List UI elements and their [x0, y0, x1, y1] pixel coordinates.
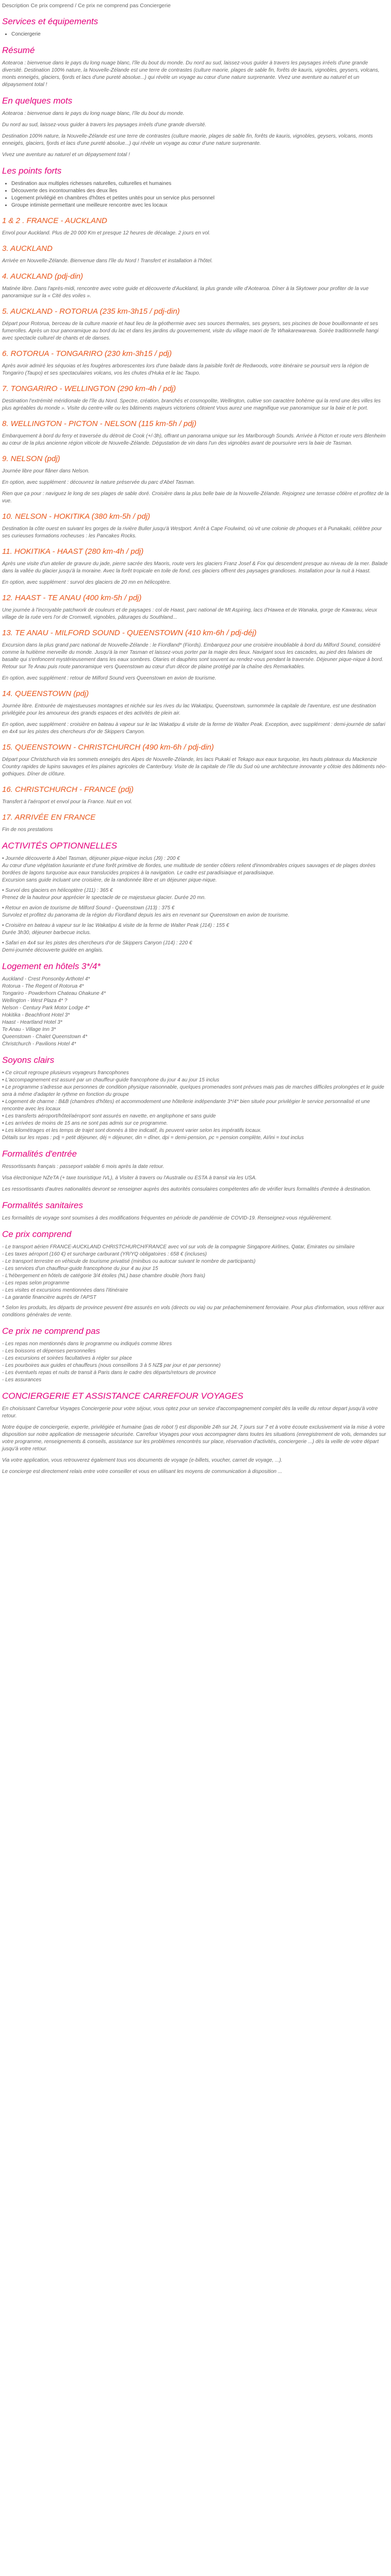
soyons-title: Soyons clairs	[2, 1055, 55, 1065]
day-text: Embarquement à bord du ferry et traversée du détroit de Cook (+/-3h), offrant un panorama unique sur les Marlborough Sounds. Arrivée à Picton et route vers Blenheim au cœur de la plus ancienne région viticole de Nouvelle-Zélande. Dégustation de vin dans l'un des vignobles avant de poursuivre vers la baie de Tasman.	[2, 433, 386, 446]
day-title: 1 & 2 . FRANCE - AUCKLAND	[2, 216, 107, 225]
itinerary	[2, 216, 389, 834]
day-text2: En option, avec supplément : découvrez la nature préservée du parc d'Abel Tasman.	[2, 480, 195, 485]
list-line: - Les assurances	[2, 1377, 42, 1383]
day-title: 14. QUEENSTOWN (pdj)	[2, 689, 89, 698]
sanitaires-p1: Les formalités de voyage sont soumises à des modifications fréquentes en période de pandémie de COVID-19. Renseignez-vous régulièrement.	[2, 1215, 332, 1221]
day-title: 11. HOKITIKA - HAAST (280 km-4h / pdj)	[2, 547, 144, 556]
day-text: Une journée à l'incroyable patchwork de couleurs et de paysages : col de Haast, parc national de Mt Aspiring, lacs d'Hawea et de Wanaka, gorge de Kawarau, vieux village de la ruée vers l'or de Cromwell, vignobles, pâturages du Southland...	[2, 607, 378, 620]
list-line: - Les repas non mentionnés dans le programme ou indiqués comme libres	[2, 1341, 172, 1347]
list-item: • Logement privilégié en chambres d'hôtes et petites unités pour un service plus personnel	[11, 195, 389, 202]
moments-p3: Destination 100% nature, la Nouvelle-Zélande est une terre de contrastes (culture maorie, plages de sable fin, forêts de kauris, vignobles, geysers, volcans, monts enneigés, glaciers, fjords et lacs d'une pureté absolue...) qui révèle un voyage au cœur d'une nature surprenante.	[2, 133, 373, 146]
list-line: Te Anau - Village Inn 3*	[2, 1027, 56, 1032]
day-text: Fin de nos prestations	[2, 827, 53, 833]
list-line: Hokitika - Beachfront Hotel 3*	[2, 1012, 70, 1018]
list-line: • Ce circuit regroupe plusieurs voyageurs francophones	[2, 1070, 129, 1076]
list-line: • Logement de charme : B&B (chambres d'hôtes) et accommodement une hôtellerie indépendante 3*/4* bien située pour privilégier le service personnalisé et une rencontre avec les locaux	[2, 1099, 370, 1112]
day-text3: Rien que ça pour : naviguez le long de ses plages de sable doré. Croisière dans la plus belle baie de la Nouvelle-Zélande. Rejoignez une terrasse côtière et profitez de la vue.	[2, 491, 389, 504]
list-line: Wellington - West Plaza 4* ?	[2, 998, 68, 1004]
list-line: Durée 3h30, déjeuner barbecue inclus.	[2, 930, 91, 936]
list-line: • Croisière en bateau à vapeur sur le lac Wakatipu & visite de la ferme de Walter Peak (J14) : 155 €	[2, 923, 230, 928]
forts-list	[2, 180, 389, 209]
list-line: - Le transport terrestre en véhicule de tourisme privatisé (minibus ou autocar suivant le nombre de participants)	[2, 1259, 256, 1264]
noprix-title: Ce prix ne comprend pas	[2, 1326, 100, 1336]
list-item: • Conciergerie	[11, 31, 389, 38]
services-title: Services et équipements	[2, 16, 99, 26]
list-line: • Les arrivées de moins de 15 ans ne sont pas admis sur ce programme.	[2, 1121, 168, 1126]
list-line: Au cœur d'une végétation luxuriante et d'une forêt primitive de fiordes, une multitude de sentier côtiers relient d'innombrables criques sauvages et de plages dorées bordées de lagons turquoise aux eaux translucides propices à la navigation. Le cadre est paradisiaque et paradisiaque.	[2, 863, 376, 876]
list-line: - Les pourboires aux guides et chauffeurs (nous conseillons 3 à 5 NZ$ par jour et par personne)	[2, 1363, 221, 1368]
formalites-p3: Les ressortissants d'autres nationalités devront se renseigner auprès des autorités consulaires compétentes afin de vérifier leurs formalités d'entrée à destination.	[2, 1187, 371, 1192]
day-text: Après avoir admiré les séquoias et les fougères arborescentes lors d'une balade dans la paisible forêt de Redwoods, votre itinéraire se poursuit vers la région de Tongariro (Taupo) et ses spectaculaires volcans, vos les chutes d'Huka et le lac Taupo.	[2, 363, 369, 376]
day-title: 16. CHRISTCHURCH - FRANCE (pdj)	[2, 785, 134, 794]
list-line: Détails sur les repas : pdj = petit déjeuner, déj = déjeuner, din = dîner, dpi = demi-pension, pc = pension complète, AI/ini = tout inclus	[2, 1135, 304, 1141]
list-item: • Découverte des incontournables des deux îles	[11, 188, 389, 195]
concierge-title: CONCIERGERIE ET ASSISTANCE CARREFOUR VOYAGES	[2, 1391, 243, 1401]
day-text2: En option, avec supplément : croisière en bateau à vapeur sur le lac Wakatipu & visite de la ferme de Walter Peak. Exception, avec supplément : demi-journée de safari en 4x4 sur les pistes des chercheurs d'or de Skippers Canyon.	[2, 722, 385, 735]
list-line: Demi-journée découverte guidée en anglais.	[2, 947, 104, 953]
day-text: Journée libre. Entourée de majestueuses montagnes et nichée sur les rives du lac Wakatipu, Queenstown, surnommée la capitale de l'aventure, est une destination privilégiée pour les amoureux des grands espaces et des activités de plein air.	[2, 703, 376, 716]
list-line: - L'hébergement en hôtels de catégorie 3/4 étoiles (NL) base chambre double (hors frais)	[2, 1273, 205, 1279]
day-text: Après une visite d'un atelier de gravure du jade, pierre sacrée des Maoris, route vers les glaciers Franz Josef & Fox qui descendent presque au niveau de la mer. Balade dans la vallée du glacier jusqu'à la moraine. Avec la forêt tropicale en toile de fond, ces glaciers offrent des paysages grandioses. Installation pour la nuit à Haast.	[2, 561, 388, 574]
moments-title: En quelques mots	[2, 96, 73, 106]
list-line: Tongariro - Powderhorn Chateau Ohakune 4*	[2, 991, 106, 996]
list-line: Excursion sans guide incluant une croisière, de la randonnée libre et un déjeuner pique-nique.	[2, 877, 217, 883]
list-line: Nelson - Century Park Motor Lodge 4*	[2, 1005, 90, 1011]
prix-list	[2, 1244, 389, 1319]
formalites-p2: Visa électronique NZeTA (+ taxe touristique IVL), à Visiter à travers ou l'Australie ou ESTA à transit via les USA.	[2, 1175, 257, 1181]
list-line: • Retour en avion de tourisme de Milford Sound - Queenstown (J13) : 375 €	[2, 905, 175, 911]
day-text: Départ pour Rotorua, berceau de la culture maorie et haut lieu de la géothermie avec ses sources thermales, ses geysers, ses piscines de boue bouillonnante et ses fumerolles. Après un tour panoramique au bord du lac et dans les jardins du gouvernement, visite du village maori de Te Whakarewarewa. Soirée traditionnelle hangi avec spectacle culturel de chants et de danses.	[2, 321, 379, 341]
day-text: Excursion dans la plus grand parc national de Nouvelle-Zélande : le Fiordland* (Fiords). Embarquez pour une croisière inoubliable à bord du Milford Sound, considéré comme la huitième merveille du monde. Jusqu'à la mer Tasman et laissez-vous porter par la magie des lieux. Navigant sous les cascades, au pied des falaises de basalte qui s'enfoncent mystérieusement dans les eaux sombres. Otaries et dauphins sont souvent au rendez-vous pendant la traversée. Déjeuner pique-nique à bord. Retour sur Te Anau puis route panoramique vers Queenstown au cœur d'un décor de plaine protégé par la chaîne des Remarkables.	[2, 642, 384, 670]
list-line: - Les boissons et dépenses personnelles	[2, 1348, 96, 1354]
formalites-title: Formalités d'entrée	[2, 1149, 77, 1159]
day-text: Journée libre pour flâner dans Nelson.	[2, 468, 90, 474]
day-title: 4. AUCKLAND (pdj-din)	[2, 272, 83, 281]
list-line: - Les visites et excursions mentionnées dans l'itinéraire	[2, 1287, 128, 1293]
resume-title: Résumé	[2, 45, 35, 55]
list-line: Survolez et profitez du panorama de la région du Fiordland depuis les airs en revenant sur Queenstown en avion de tourisme.	[2, 912, 289, 918]
list-line: - Les services d'un chauffeur-guide francophone du jour 4 au jour 15	[2, 1266, 158, 1272]
list-line: • Survol des glaciers en hélicoptère (J11) : 365 €	[2, 888, 113, 893]
list-line: Haast - Heartland Hotel 3*	[2, 1020, 62, 1025]
list-item: • Groupe intimiste permettant une meilleure rencontre avec les locaux	[11, 202, 389, 209]
tabs-row[interactable]: Description Ce prix comprend / Ce prix ne comprend pas Conciergerie	[2, 3, 171, 9]
concierge-p3: Via votre application, vous retrouverez également tous vos documents de voyage (e-billets, voucher, carnet de voyage, ...).	[2, 1458, 283, 1463]
list-line: - Les repas selon programme	[2, 1280, 70, 1286]
day-text: Arrivée en Nouvelle-Zélande. Bienvenue dans l'île du Nord ! Transfert et installation à l'hôtel.	[2, 258, 213, 264]
day-title: 9. NELSON (pdj)	[2, 454, 60, 463]
list-line: Prenez de la hauteur pour apprécier le spectacle de ce majestueux glacier. Durée 20 mn.	[2, 895, 206, 901]
moments-p2: Du nord au sud, laissez-vous guider à travers les paysages irréels d'une grande diversité.	[2, 122, 207, 128]
list-line: * Selon les produits, les départs de province peuvent être assurés en vols (directs ou via) ou par préacheminement ferroviaire. Pour plus d'information, vous référer aux conditions générales de vente.	[2, 1305, 384, 1318]
day-text: Destination la côte ouest en suivant les gorges de la rivière Buller jusqu'à Westport. Arrêt à Cape Foulwind, où vit une colonie de phoques et à Punakaiki, célèbre pour ses curieuses formations rocheuses : les Pancakes Rocks.	[2, 526, 382, 539]
day-title: 7. TONGARIRO - WELLINGTON (290 km-4h / pdj)	[2, 384, 176, 393]
day-text2: En option, avec supplément : survol des glaciers de 20 mn en hélicoptère.	[2, 580, 171, 585]
list-item: • Destination aux multiples richesses naturelles, culturelles et humaines	[11, 180, 389, 188]
day-title: 17. ARRIVÉE EN FRANCE	[2, 813, 96, 822]
sanitaires-title: Formalités sanitaires	[2, 1200, 83, 1210]
concierge-p1: En choisissant Carrefour Voyages Conciergerie pour votre séjour, vous optez pour un service d'accompagnement complet dès la veille du retour depart jusqu'à votre retour.	[2, 1406, 378, 1419]
day-text: Envol pour Auckland. Plus de 20 000 Km et presque 12 heures de décalage. 2 jours en vol.	[2, 230, 210, 236]
day-text: Matinée libre. Dans l'après-midi, rencontre avec votre guide et découverte d'Auckland, la plus grande ville d'Aotearoa. Dîner à la Skytower pour profiter de la vue panoramique sur la « Cité des voiles ».	[2, 286, 369, 299]
options-list	[2, 855, 389, 954]
list-line: • Journée découverte à Abel Tasman, déjeuner pique-nique inclus (J9) : 200 €	[2, 856, 180, 861]
list-line: - La garantie financière auprès de l'APST	[2, 1295, 96, 1300]
day-text: Départ pour Christchurch via les sommets enneigés des Alpes de Nouvelle-Zélande, les lacs Pukaki et Tekapo aux eaux turquoise, les hauts plateaux du Mackenzie Country rapides de lupins sauvages et les plaines agricoles de Canterbury. Visite de la capitale de l'île du Sud où une architecture innovante y côtoie des bâtiments néo-gothiques. Dîner de clôture.	[2, 757, 387, 777]
list-line: - Le transport aérien FRANCE-AUCKLAND CHRISTCHURCH/FRANCE avec vol sur vols de la compagnie Singapore Airlines, Qatar, Emirates ou similaire	[2, 1244, 355, 1250]
day-text: Transfert à l'aéroport et envol pour la France. Nuit en vol.	[2, 799, 133, 805]
concierge-p2: Notre équipe de conciergerie, experte, privilégiée et humaine (pas de robot !) est disponible 24h sur 24, 7 jours sur 7 et à votre écoute exclusivement via la mise à votre disposition sur notre application de messagerie sécurisée. Carrefour Voyages pour vous accompagner dans toutes les situations (enregistrement de vols, demandes sur votre programme, renseignements & conseils, assistance sur les problèmes rencontrés sur place, réservation d'activités, conciergerie ...) dès la veille de votre départ jusqu'à votre retour.	[2, 1425, 386, 1452]
day-title: 3. AUCKLAND	[2, 244, 53, 253]
soyons-list	[2, 1070, 389, 1142]
list-line: Auckland - Crest Ponsonby Arthotel 4*	[2, 976, 90, 982]
options-title: ACTIVITÉS OPTIONNELLES	[2, 841, 117, 851]
day-title: 8. WELLINGTON - PICTON - NELSON (115 km-5h / pdj)	[2, 419, 197, 428]
list-line: - Les excursions et soirées facultatives à régler sur place	[2, 1355, 132, 1361]
list-line: Queenstown - Chalet Queenstown 4*	[2, 1034, 88, 1040]
list-line: • Safari en 4x4 sur les pistes des chercheurs d'or de Skippers Canyon (J14) : 220 €	[2, 940, 192, 946]
list-line: Rotorua - The Regent of Rotorua 4*	[2, 984, 84, 989]
logement-list	[2, 976, 389, 1048]
day-title: 5. AUCKLAND - ROTORUA (235 km-3h15 / pdj-din)	[2, 307, 180, 316]
day-text: Destination l'extrémité méridionale de l'île du Nord. Spectre, création, branchés et cosmopolite, Wellington, cultive son caractère bohème qui la rend une des villes les plus agréables du monde ». Visite du centre-ville ou les bâtiments majeurs victoriens côtoient Vous aurez une magnifique vue panoramique sur la baie et le port.	[2, 398, 381, 411]
services-list	[2, 31, 389, 38]
prix-title: Ce prix comprend	[2, 1229, 72, 1239]
day-title: 6. ROTORUA - TONGARIRO (230 km-3h15 / pdj)	[2, 349, 172, 358]
formalites-p1: Ressortissants français : passeport valable 6 mois après la date retour.	[2, 1164, 165, 1170]
day-title: 13. TE ANAU - MILFORD SOUND - QUEENSTOWN (410 km-6h / pdj-déj)	[2, 629, 257, 637]
day-title: 12. HAAST - TE ANAU (400 km-5h / pdj)	[2, 594, 142, 602]
moments-p1: Aotearoa : bienvenue dans le pays du long nuage blanc, l'île du bout du monde.	[2, 111, 185, 116]
logement-title: Logement en hôtels 3*/4*	[2, 961, 101, 971]
noprix-list	[2, 1341, 389, 1384]
list-line: • Le programme s'adresse aux personnes de condition physique raisonnable, quelques promenades sont prévues mais pas de marches difficiles prolongées et le guide sera à même d'adapter le rythme en fonction du groupe	[2, 1084, 384, 1097]
forts-title: Les points forts	[2, 166, 62, 176]
day-text2: En option, avec supplément : retour de Milford Sound vers Queenstown en avion de tourisme.	[2, 675, 217, 681]
list-line: - Les taxes aéroport (160 €) et surcharge carburant (YR/YQ obligatoires : 658 € (incluses)	[2, 1251, 207, 1257]
list-line: • Les transferts aéroport/hôtel/aéroport sont assurés en navette, en anglophone et sans guide	[2, 1113, 216, 1119]
moments-p4: Vivez une aventure au naturel et un dépaysement total !	[2, 152, 130, 158]
day-title: 15. QUEENSTOWN - CHRISTCHURCH (490 km-6h / pdj-din)	[2, 743, 214, 752]
list-line: - Les éventuels repas et nuits de transit à Paris dans le cadre des départs/retours de province	[2, 1370, 216, 1376]
resume-text: Aotearoa : bienvenue dans le pays du long nuage blanc, l'île du bout du monde. Du nord au sud, laissez-vous guider à travers les paysages irréels d'une grande diversité. Destination 100% nature, la Nouvelle-Zélande est une terre de contrastes (culture maorie, plages de sable fin, forêts de kauris, vignobles, geysers, volcans, monts enneigés, glaciers, fjords et lacs d'une pureté absolue...) qui révèle un voyage au cœur d'une nature surprenante. Vivez une aventure au naturel et un dépaysement total !	[2, 60, 380, 88]
concierge-p4: Le concierge est directement relais entre votre conseiller et vous en utilisant les moyens de communication à disposition ...	[2, 1469, 283, 1475]
list-line: • L'accompagnement est assuré par un chauffeur-guide francophone du jour 4 au jour 15 inclus	[2, 1077, 220, 1083]
list-line: Christchurch - Pavilions Hotel 4*	[2, 1041, 76, 1047]
list-line: • Les kilométrages et les temps de trajet sont donnés à titre indicatif, ils peuvent varier selon les impératifs locaux.	[2, 1128, 262, 1133]
day-title: 10. NELSON - HOKITIKA (380 km-5h / pdj)	[2, 512, 151, 521]
